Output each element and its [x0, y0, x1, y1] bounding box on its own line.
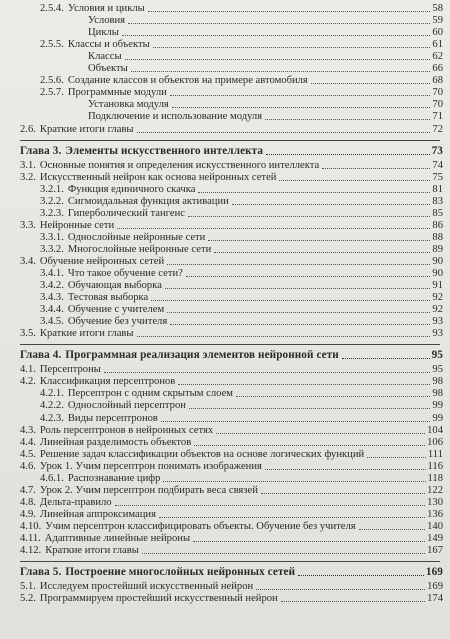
dot-leader	[265, 119, 430, 120]
toc-entry	[40, 304, 443, 315]
toc-page-number: 90	[432, 268, 443, 279]
dot-leader	[170, 324, 430, 325]
toc-entry	[20, 533, 443, 544]
dot-leader	[161, 421, 430, 422]
toc-page-number: 95	[432, 364, 443, 376]
toc-entry	[20, 461, 443, 472]
toc-entry	[88, 51, 443, 62]
toc-number: 4.2.1.	[40, 388, 64, 400]
toc-page-number: 106	[427, 436, 443, 448]
toc-page-number: 90	[432, 255, 443, 267]
toc-page-number: 70	[432, 87, 443, 99]
toc-title: Элементы искусственного интеллекта	[65, 144, 264, 157]
dot-leader	[128, 23, 430, 24]
toc-entry	[40, 388, 443, 399]
toc-page-number: 68	[432, 75, 443, 87]
toc-entry	[20, 220, 443, 231]
dot-leader	[266, 154, 430, 155]
dot-leader	[216, 433, 425, 434]
toc-title: Сигмоидальная функция активации	[67, 195, 229, 207]
toc-title: Объекты	[88, 63, 128, 75]
toc-number: 3.4.1.	[40, 268, 64, 279]
toc-number: 3.2.2.	[40, 195, 64, 207]
toc-entry	[20, 376, 443, 387]
toc-number: 3.4.3.	[40, 292, 64, 304]
toc-page-number: 169	[427, 581, 443, 593]
toc-entry	[40, 400, 443, 411]
toc-entry	[20, 172, 443, 183]
toc-title: Персептрон с одним скрытым слоем	[67, 388, 233, 400]
toc-page-number: 93	[432, 328, 443, 340]
toc-page-number: 88	[432, 231, 443, 243]
dot-leader	[189, 408, 430, 409]
toc-page-number: 62	[432, 51, 443, 63]
toc-page-number: 91	[432, 280, 443, 292]
toc-entry	[40, 232, 443, 243]
toc-page-number: 71	[432, 111, 443, 123]
toc-title: Краткие итоги главы	[39, 328, 134, 340]
toc-title: Что такое обучение сети?	[67, 268, 183, 279]
dot-leader	[359, 529, 425, 530]
toc-number: 4.9.	[20, 508, 36, 520]
toc-entry	[40, 280, 443, 291]
dot-leader	[104, 372, 431, 373]
dot-leader	[186, 276, 431, 277]
toc-entry	[20, 521, 443, 532]
toc-title: Однослойный персептрон	[67, 400, 186, 412]
dot-leader	[165, 288, 431, 289]
toc-title: Роль персептронов в нейронных сетях	[39, 424, 214, 436]
toc-entry	[40, 196, 443, 207]
toc-chapter-heading	[20, 567, 443, 578]
toc-number: 4.3.	[20, 424, 36, 436]
toc-number: 2.5.7.	[40, 87, 64, 99]
toc-title: Условия и циклы	[67, 3, 145, 14]
toc-number: 4.2.	[20, 376, 36, 388]
toc-entry	[40, 184, 443, 195]
toc-page-number: 59	[432, 15, 443, 27]
toc-number: Глава 3.	[20, 144, 62, 157]
dot-leader	[311, 83, 431, 84]
toc-number: 4.6.1.	[40, 472, 64, 484]
toc-number: 2.6.	[20, 123, 36, 135]
toc-page-number: 111	[427, 448, 443, 460]
toc-page-number: 99	[432, 400, 443, 412]
toc-title: Краткие итоги главы	[39, 123, 134, 135]
toc-title: Функция единичного скачка	[67, 183, 196, 195]
toc-page-number: 73	[431, 144, 443, 157]
toc-page-number: 66	[432, 63, 443, 75]
dot-leader	[188, 216, 430, 217]
toc-page-number: 81	[432, 183, 443, 195]
dot-leader	[261, 493, 425, 494]
toc-page-number: 60	[432, 27, 443, 39]
toc-page-number: 149	[427, 533, 443, 544]
toc-number: 3.2.1.	[40, 183, 64, 195]
toc-title: Дельта-правило	[39, 496, 112, 508]
toc-page-number: 95	[431, 349, 443, 362]
dot-leader	[193, 541, 425, 542]
toc-title: Урок 1. Учим персептрон понимать изображения	[39, 460, 262, 472]
toc-number: 3.5.	[20, 328, 36, 340]
toc-title: Обучение без учителя	[67, 316, 168, 328]
dot-leader	[167, 312, 430, 313]
dot-leader	[122, 35, 431, 36]
toc-entry	[20, 364, 443, 375]
toc-number: 3.4.4.	[40, 304, 64, 316]
toc-title: Нейронные сети	[39, 219, 115, 231]
toc-title: Гиперболический тангенс	[67, 207, 185, 219]
toc-number: 2.5.6.	[40, 75, 64, 87]
toc-page-number: 130	[427, 496, 443, 508]
toc-number: Глава 5.	[20, 566, 62, 579]
toc-number: 4.2.2.	[40, 400, 64, 412]
dot-leader	[172, 107, 431, 108]
toc-entry	[88, 63, 443, 74]
toc-page-number: 70	[432, 99, 443, 111]
dot-leader	[208, 240, 430, 241]
toc-page-number: 122	[427, 484, 443, 496]
toc-chapter-heading	[20, 350, 443, 361]
toc-title: Урок 2. Учим персептрон подбирать веса связей	[39, 484, 258, 496]
section-divider	[20, 140, 440, 141]
dot-leader	[194, 445, 425, 446]
toc-page-number: 72	[432, 123, 443, 135]
section-divider	[20, 561, 440, 562]
toc-number: Глава 4.	[20, 349, 62, 362]
toc-title: Искусственный нейрон как основа нейронных сетей	[39, 171, 277, 183]
toc-number: 5.2.	[20, 593, 36, 605]
toc-page-number: 86	[432, 219, 443, 231]
toc-chapter-heading	[20, 146, 443, 157]
toc-page-number: 167	[427, 545, 443, 557]
toc-entry	[40, 208, 443, 219]
toc-title: Классы и объекты	[67, 39, 150, 51]
dot-leader	[125, 59, 431, 60]
dot-leader	[170, 95, 431, 96]
toc-entry	[20, 509, 443, 520]
toc-entry	[88, 27, 443, 38]
toc-entry	[40, 39, 443, 50]
toc-entry	[40, 473, 443, 484]
toc-page-number: 174	[427, 593, 443, 605]
toc-number: 3.3.2.	[40, 243, 64, 255]
toc-page-number: 83	[432, 195, 443, 207]
dot-leader	[115, 505, 426, 506]
toc-entry	[40, 75, 443, 86]
toc-title: Программируем простейший искусственный нейрон	[39, 593, 278, 605]
toc-title: Условия	[88, 15, 126, 27]
toc-page-number: 58	[432, 3, 443, 14]
toc-number: 4.12.	[20, 545, 42, 557]
dot-leader	[367, 457, 426, 458]
toc-entry	[40, 244, 443, 255]
toc-entry	[20, 485, 443, 496]
toc-number: 5.1.	[20, 581, 36, 593]
toc-entry	[88, 99, 443, 110]
dot-leader	[137, 132, 431, 133]
toc-title: Обучающая выборка	[67, 280, 162, 292]
toc-page-number: 99	[432, 412, 443, 424]
dot-leader	[265, 469, 426, 470]
toc-number: 4.2.3.	[40, 412, 64, 424]
toc-entry	[20, 425, 443, 436]
toc-page-number: 116	[427, 460, 443, 472]
dot-leader	[198, 192, 430, 193]
toc-title: Адаптивные линейные нейроны	[44, 533, 191, 544]
dot-leader	[151, 300, 430, 301]
toc-page-number: 136	[427, 508, 443, 520]
toc-entry	[20, 124, 443, 135]
toc-page-number: 169	[425, 566, 443, 579]
toc-title: Программные модули	[67, 87, 167, 99]
toc-entry	[20, 256, 443, 267]
toc-entry	[88, 15, 443, 26]
toc-number: 4.6.	[20, 460, 36, 472]
toc-title: Обучение с учителем	[67, 304, 165, 316]
toc-title: Виды персептронов	[67, 412, 158, 424]
toc-title: Краткие итоги главы	[45, 545, 139, 557]
toc-page-number: 93	[432, 316, 443, 328]
toc-number: 4.8.	[20, 496, 36, 508]
dot-leader	[298, 575, 424, 576]
toc-page-number: 118	[427, 472, 443, 484]
toc-page-number: 85	[432, 207, 443, 219]
toc-page-number: 74	[432, 159, 443, 171]
toc-entry	[20, 545, 443, 556]
toc-title: Циклы	[88, 27, 119, 39]
toc-title: Многослойные нейронные сети	[67, 243, 212, 255]
dot-leader	[131, 71, 431, 72]
toc-entry	[40, 268, 443, 279]
toc-title: Основные понятия и определения искусственного интеллекта	[39, 159, 320, 171]
dot-leader	[342, 358, 430, 359]
toc-entry	[20, 160, 443, 171]
toc-title: Однослойные нейронные сети	[67, 231, 206, 243]
toc-number: 3.4.2.	[40, 280, 64, 292]
toc-entry	[40, 87, 443, 98]
toc-title: Решение задач классификации объектов на основе логических функций	[39, 448, 365, 460]
toc-page-number: 98	[432, 388, 443, 400]
toc-entry	[20, 593, 443, 604]
toc-title: Линейная разделимость объектов	[39, 436, 192, 448]
toc-number: 3.4.5.	[40, 316, 64, 328]
toc-number: 4.10.	[20, 520, 42, 532]
toc-entry	[88, 111, 443, 122]
toc-number: 4.11.	[20, 533, 41, 544]
toc-entry	[40, 413, 443, 424]
dot-leader	[159, 517, 425, 518]
toc-number: 2.5.4.	[40, 3, 64, 14]
toc-number: 4.1.	[20, 364, 36, 376]
toc-title: Подключение и использование модуля	[88, 111, 263, 123]
section-divider	[20, 344, 440, 345]
toc-page-number: 61	[432, 39, 443, 51]
dot-leader	[236, 396, 430, 397]
toc-entry	[20, 449, 443, 460]
toc-page-number: 140	[427, 520, 443, 532]
toc-number: 3.3.	[20, 219, 36, 231]
toc-number: 4.4.	[20, 436, 36, 448]
toc-page-number: 92	[432, 304, 443, 316]
toc-page-number: 75	[432, 171, 443, 183]
dot-leader	[256, 589, 425, 590]
toc-page-number: 89	[432, 243, 443, 255]
dot-leader	[163, 481, 425, 482]
toc-entry	[20, 497, 443, 508]
toc-entry	[20, 437, 443, 448]
toc-number: 4.5.	[20, 448, 36, 460]
toc-number: 3.2.	[20, 171, 36, 183]
toc-title: Классификация персептронов	[39, 376, 176, 388]
toc-title: Обучение нейронных сетей	[39, 255, 165, 267]
dot-leader	[178, 384, 430, 385]
toc-entry	[20, 581, 443, 592]
toc-number: 3.1.	[20, 159, 36, 171]
toc-number: 3.4.	[20, 255, 36, 267]
toc-title: Тестовая выборка	[67, 292, 149, 304]
toc-entry	[20, 328, 443, 339]
toc-title: Распознавание цифр	[67, 472, 161, 484]
toc-title: Построение многослойных нейронных сетей	[65, 566, 296, 579]
toc-title: Установка модуля	[88, 99, 169, 111]
dot-leader	[279, 180, 430, 181]
dot-leader	[214, 252, 430, 253]
dot-leader	[167, 264, 430, 265]
toc-page-number: 98	[432, 376, 443, 388]
toc-entry	[40, 316, 443, 327]
toc-title: Исследуем простейший искусственный нейрон	[39, 581, 254, 593]
toc-number: 3.2.3.	[40, 207, 64, 219]
toc-title: Классы	[88, 51, 122, 63]
dot-leader	[153, 47, 431, 48]
dot-leader	[137, 336, 431, 337]
dot-leader	[142, 553, 425, 554]
dot-leader	[117, 228, 430, 229]
dot-leader	[148, 11, 431, 12]
toc-page-number: 92	[432, 292, 443, 304]
toc-number: 4.7.	[20, 484, 36, 496]
toc-entry	[40, 292, 443, 303]
toc-title: Персептроны	[39, 364, 101, 376]
toc-title: Линейная аппроксимация	[39, 508, 156, 520]
dot-leader	[281, 601, 425, 602]
toc-title: Учим персептрон классифицировать объекты. Обучение без учителя	[45, 520, 356, 532]
toc-page-number: 104	[427, 424, 443, 436]
toc-number: 2.5.5.	[40, 39, 64, 51]
toc-entry	[40, 3, 443, 14]
dot-leader	[232, 204, 431, 205]
toc-title: Создание классов и объектов на примере автомобиля	[67, 75, 308, 87]
toc-title: Программная реализация элементов нейронной сети	[65, 349, 339, 362]
toc-number: 3.3.1.	[40, 231, 64, 243]
dot-leader	[322, 168, 430, 169]
